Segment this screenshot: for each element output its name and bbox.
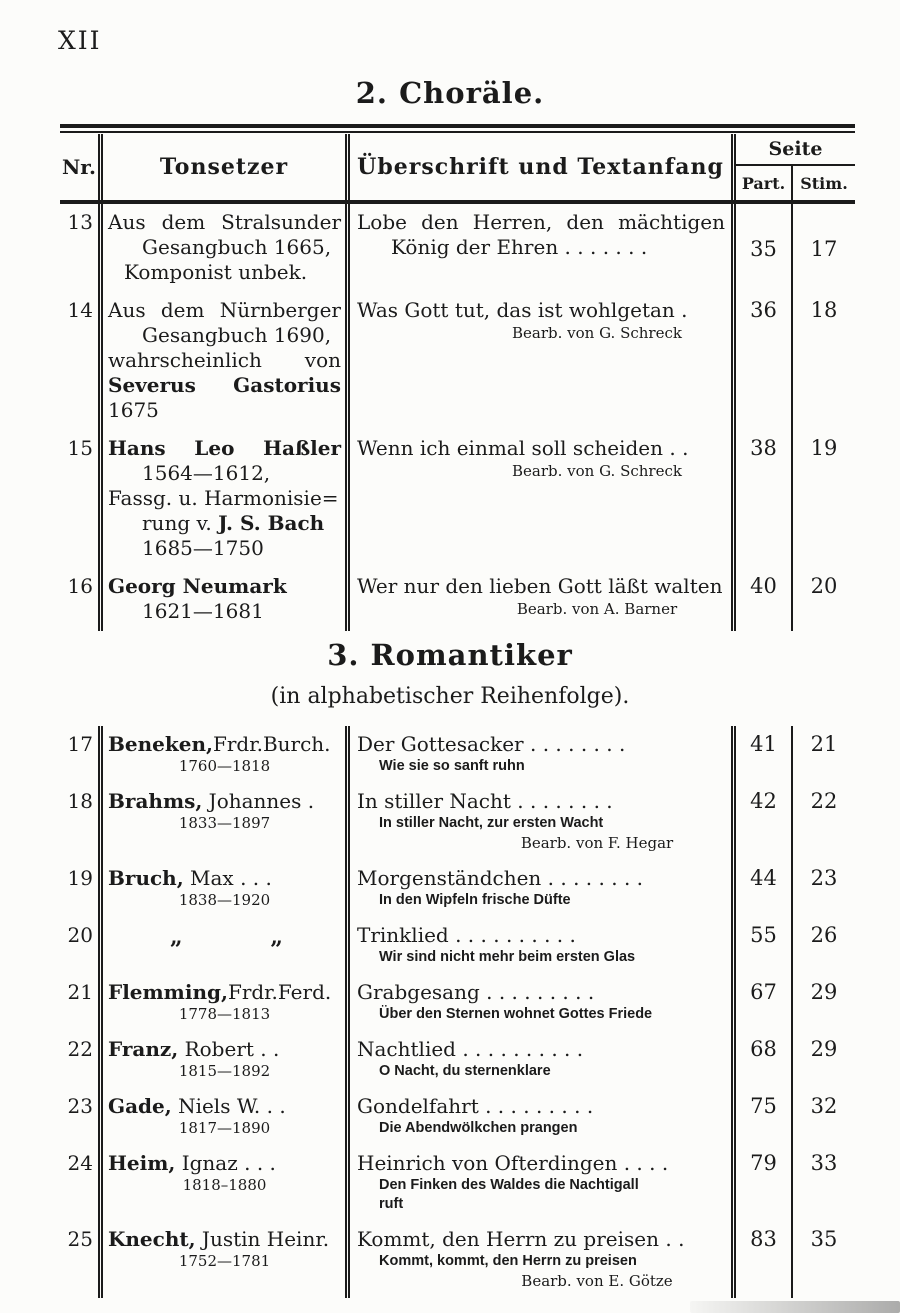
composer-cell <box>98 568 345 631</box>
page-part: 68 <box>731 1031 791 1088</box>
row-number: 20 <box>67 923 93 947</box>
composer-cell <box>98 1031 345 1088</box>
page-stim: 32 <box>791 1088 855 1145</box>
composer-cell <box>98 783 345 860</box>
text-line: In stiller Nacht . . . . . . . . <box>357 789 613 813</box>
entry-cell <box>345 974 731 1031</box>
text-line: 1817—1890 <box>178 1119 271 1137</box>
text-line: König der Ehren . . . . . . . <box>391 235 648 259</box>
page-stim: 33 <box>791 1145 855 1221</box>
page-stim: 21 <box>791 726 855 783</box>
composer-cell <box>98 1145 345 1221</box>
text-line: 1752—1781 <box>178 1252 271 1270</box>
text-line: Morgenständchen . . . . . . . . <box>357 866 644 890</box>
text-line: Aus dem Stralsunder <box>108 210 341 234</box>
text-line: Beneken,Frdr.Burch. <box>108 732 331 756</box>
text-line: Den Finken des Waldes die Nachtigall <box>379 1177 639 1193</box>
table-romantiker <box>60 726 855 1298</box>
entry-cell <box>345 204 731 292</box>
table-row-22 <box>60 1031 855 1088</box>
text-line: Was Gott tut, das ist wohlgetan . <box>357 298 688 322</box>
text-line: O Nacht, du sternenklare <box>379 1063 551 1079</box>
table-row-15 <box>60 430 855 568</box>
composer-cell <box>98 860 345 917</box>
text-line: Franz, Robert . . <box>108 1037 280 1061</box>
column-header-stim: Stim. <box>791 166 855 200</box>
text-line: Lobe den Herren, den mächtigen <box>357 210 725 234</box>
composer-cell <box>98 1221 345 1298</box>
entry-cell <box>345 292 731 430</box>
text-line: 1621—1681 <box>142 599 264 623</box>
text-line: Heinrich von Ofterdingen . . . . <box>357 1151 669 1175</box>
table-row-20 <box>60 917 855 974</box>
table-header <box>60 134 855 204</box>
page-part: 79 <box>731 1145 791 1221</box>
entry-cell <box>345 917 731 974</box>
table-chorale-body <box>60 204 855 631</box>
text-line: Georg Neumark <box>108 574 287 598</box>
composer-cell <box>98 1088 345 1145</box>
text-line: Hans Leo Haßler <box>108 436 341 460</box>
text-line: Bruch, Max . . . <box>108 866 272 890</box>
text-line: Heim, Ignaz . . . <box>108 1151 276 1175</box>
page-part: 44 <box>731 860 791 917</box>
entry-cell <box>345 1145 731 1221</box>
row-number: 13 <box>67 210 93 234</box>
text-line: Fassg. u. Harmonisie= <box>108 486 339 510</box>
page-part: 83 <box>731 1221 791 1298</box>
text-line: Wenn ich einmal soll scheiden . . <box>357 436 689 460</box>
composer-cell <box>98 917 345 974</box>
entry-cell <box>345 430 731 568</box>
text-line: 1685—1750 <box>142 536 264 560</box>
entry-cell <box>345 1221 731 1298</box>
composer-cell <box>98 292 345 430</box>
text-line: wahrscheinlich von <box>108 348 341 372</box>
text-line: Trinklied . . . . . . . . . . <box>357 923 576 947</box>
page-stim: 29 <box>791 1031 855 1088</box>
scan-artifact <box>690 1301 900 1313</box>
text-line: Die Abendwölkchen prangen <box>379 1120 578 1136</box>
page-part: 36 <box>731 292 791 430</box>
entry-cell <box>345 860 731 917</box>
text-line: Grabgesang . . . . . . . . . <box>357 980 595 1004</box>
composer-cell <box>98 974 345 1031</box>
text-line: Bearb. von E. Götze <box>521 1272 673 1290</box>
page-part: 55 <box>731 917 791 974</box>
text-line: 1778—1813 <box>178 1005 271 1023</box>
text-line: rung v. J. S. Bach <box>142 511 325 535</box>
page-part: 42 <box>731 783 791 860</box>
table-chorale <box>60 124 855 631</box>
text-line: Gesangbuch 1690, <box>142 323 332 347</box>
table-row-16 <box>60 568 855 631</box>
text-line: Severus Gastorius <box>108 373 341 397</box>
text-line: 1838—1920 <box>178 891 271 909</box>
text-line: 1818–1880 <box>182 1176 267 1194</box>
row-number: 24 <box>67 1151 93 1175</box>
text-line: 1833—1897 <box>178 814 271 832</box>
entry-cell <box>345 568 731 631</box>
composer-cell <box>98 204 345 292</box>
page-stim: 17 <box>791 204 855 292</box>
text-line: Kommt, kommt, den Herrn zu preisen <box>379 1253 637 1269</box>
column-header-part: Part. <box>741 173 786 193</box>
page-part: 67 <box>731 974 791 1031</box>
page-stim: 18 <box>791 292 855 430</box>
row-number: 17 <box>67 732 93 756</box>
page-part: 40 <box>731 568 791 631</box>
seite-subheaders <box>736 166 855 200</box>
text-line: Nachtlied . . . . . . . . . . <box>357 1037 584 1061</box>
text-line: Wie sie so sanft ruhn <box>379 758 525 774</box>
table-row-13 <box>60 204 855 292</box>
table-row-21 <box>60 974 855 1031</box>
column-header-ueberschrift: Überschrift und Textanfang <box>345 134 731 200</box>
text-line: Bearb. von F. Hegar <box>520 834 674 852</box>
section-heading-romantiker: 3. Romantiker <box>327 638 573 672</box>
text-line: 1760—1818 <box>178 757 271 775</box>
page-part: 35 <box>731 204 791 292</box>
text-line: Über den Sternen wohnet Gottes Friede <box>379 1006 653 1022</box>
table-row-24 <box>60 1145 855 1221</box>
row-number: 14 <box>67 298 93 322</box>
table-romantiker-body <box>60 726 855 1298</box>
section-heading-chorale: 2. Choräle. <box>355 76 545 110</box>
row-number: 25 <box>67 1227 93 1251</box>
text-line: Bearb. von G. Schreck <box>512 324 682 342</box>
page-stim: 29 <box>791 974 855 1031</box>
table-top-double-rule <box>60 124 855 133</box>
entry-cell <box>345 1088 731 1145</box>
table-row-18 <box>60 783 855 860</box>
text-line: In stiller Nacht, zur ersten Wacht <box>379 815 604 831</box>
text-line: Gesangbuch 1665, <box>142 235 332 259</box>
entry-cell <box>345 783 731 860</box>
table-row-17 <box>60 726 855 783</box>
page-stim: 22 <box>791 783 855 860</box>
section-subheading-romantiker: (in alphabetischer Reihenfolge). <box>270 684 630 709</box>
table-row-25 <box>60 1221 855 1298</box>
table-row-14 <box>60 292 855 430</box>
text-line: Wir sind nicht mehr beim ersten Glas <box>379 949 636 965</box>
page-stim: 26 <box>791 917 855 974</box>
composer-cell <box>98 726 345 783</box>
text-line: Bearb. von G. Schreck <box>512 462 682 480</box>
row-number: 16 <box>67 574 93 598</box>
table-row-19 <box>60 860 855 917</box>
column-header-seite: Seite <box>736 134 855 166</box>
row-number: 22 <box>67 1037 93 1061</box>
text-line: Wer nur den lieben Gott läßt walten <box>357 574 723 598</box>
row-number: 18 <box>67 789 93 813</box>
text-line: Aus dem Nürnberger <box>108 298 341 322</box>
composer-cell <box>98 430 345 568</box>
text-line: Bearb. von A. Barner <box>516 600 678 618</box>
text-line: 1675 <box>108 398 159 422</box>
row-number: 21 <box>67 980 93 1004</box>
table-row-23 <box>60 1088 855 1145</box>
page-part: 38 <box>731 430 791 568</box>
column-header-seite-group <box>731 134 855 200</box>
text-line: Gade, Niels W. . . <box>108 1094 286 1118</box>
text-line: Knecht, Justin Heinr. <box>108 1227 330 1251</box>
page-stim: 20 <box>791 568 855 631</box>
text-line: Flemming,Frdr.Ferd. <box>108 980 332 1004</box>
text-line: 1815—1892 <box>178 1062 271 1080</box>
page-stim: 35 <box>791 1221 855 1298</box>
row-number: 23 <box>67 1094 93 1118</box>
text-line: 1564—1612, <box>142 461 271 485</box>
text-line: Komponist unbek. <box>124 260 308 284</box>
text-line: Der Gottesacker . . . . . . . . <box>357 732 626 756</box>
entry-cell <box>345 726 731 783</box>
column-header-nr: Nr. <box>62 155 96 179</box>
text-line: Gondelfahrt . . . . . . . . . <box>357 1094 594 1118</box>
page-part: 41 <box>731 726 791 783</box>
ditto-marks: „ „ <box>170 924 283 950</box>
column-header-tonsetzer: Tonsetzer <box>98 134 345 200</box>
folio-page-number: XII <box>58 26 102 55</box>
text-line: Brahms, Johannes . <box>108 789 315 813</box>
text-line: ruft <box>379 1196 404 1212</box>
page-part: 75 <box>731 1088 791 1145</box>
text-line: Kommt, den Herrn zu preisen . . <box>357 1227 685 1251</box>
entry-cell <box>345 1031 731 1088</box>
row-number: 19 <box>67 866 93 890</box>
text-line: In den Wipfeln frische Düfte <box>379 892 571 908</box>
page-stim: 19 <box>791 430 855 568</box>
row-number: 15 <box>67 436 93 460</box>
page-stim: 23 <box>791 860 855 917</box>
